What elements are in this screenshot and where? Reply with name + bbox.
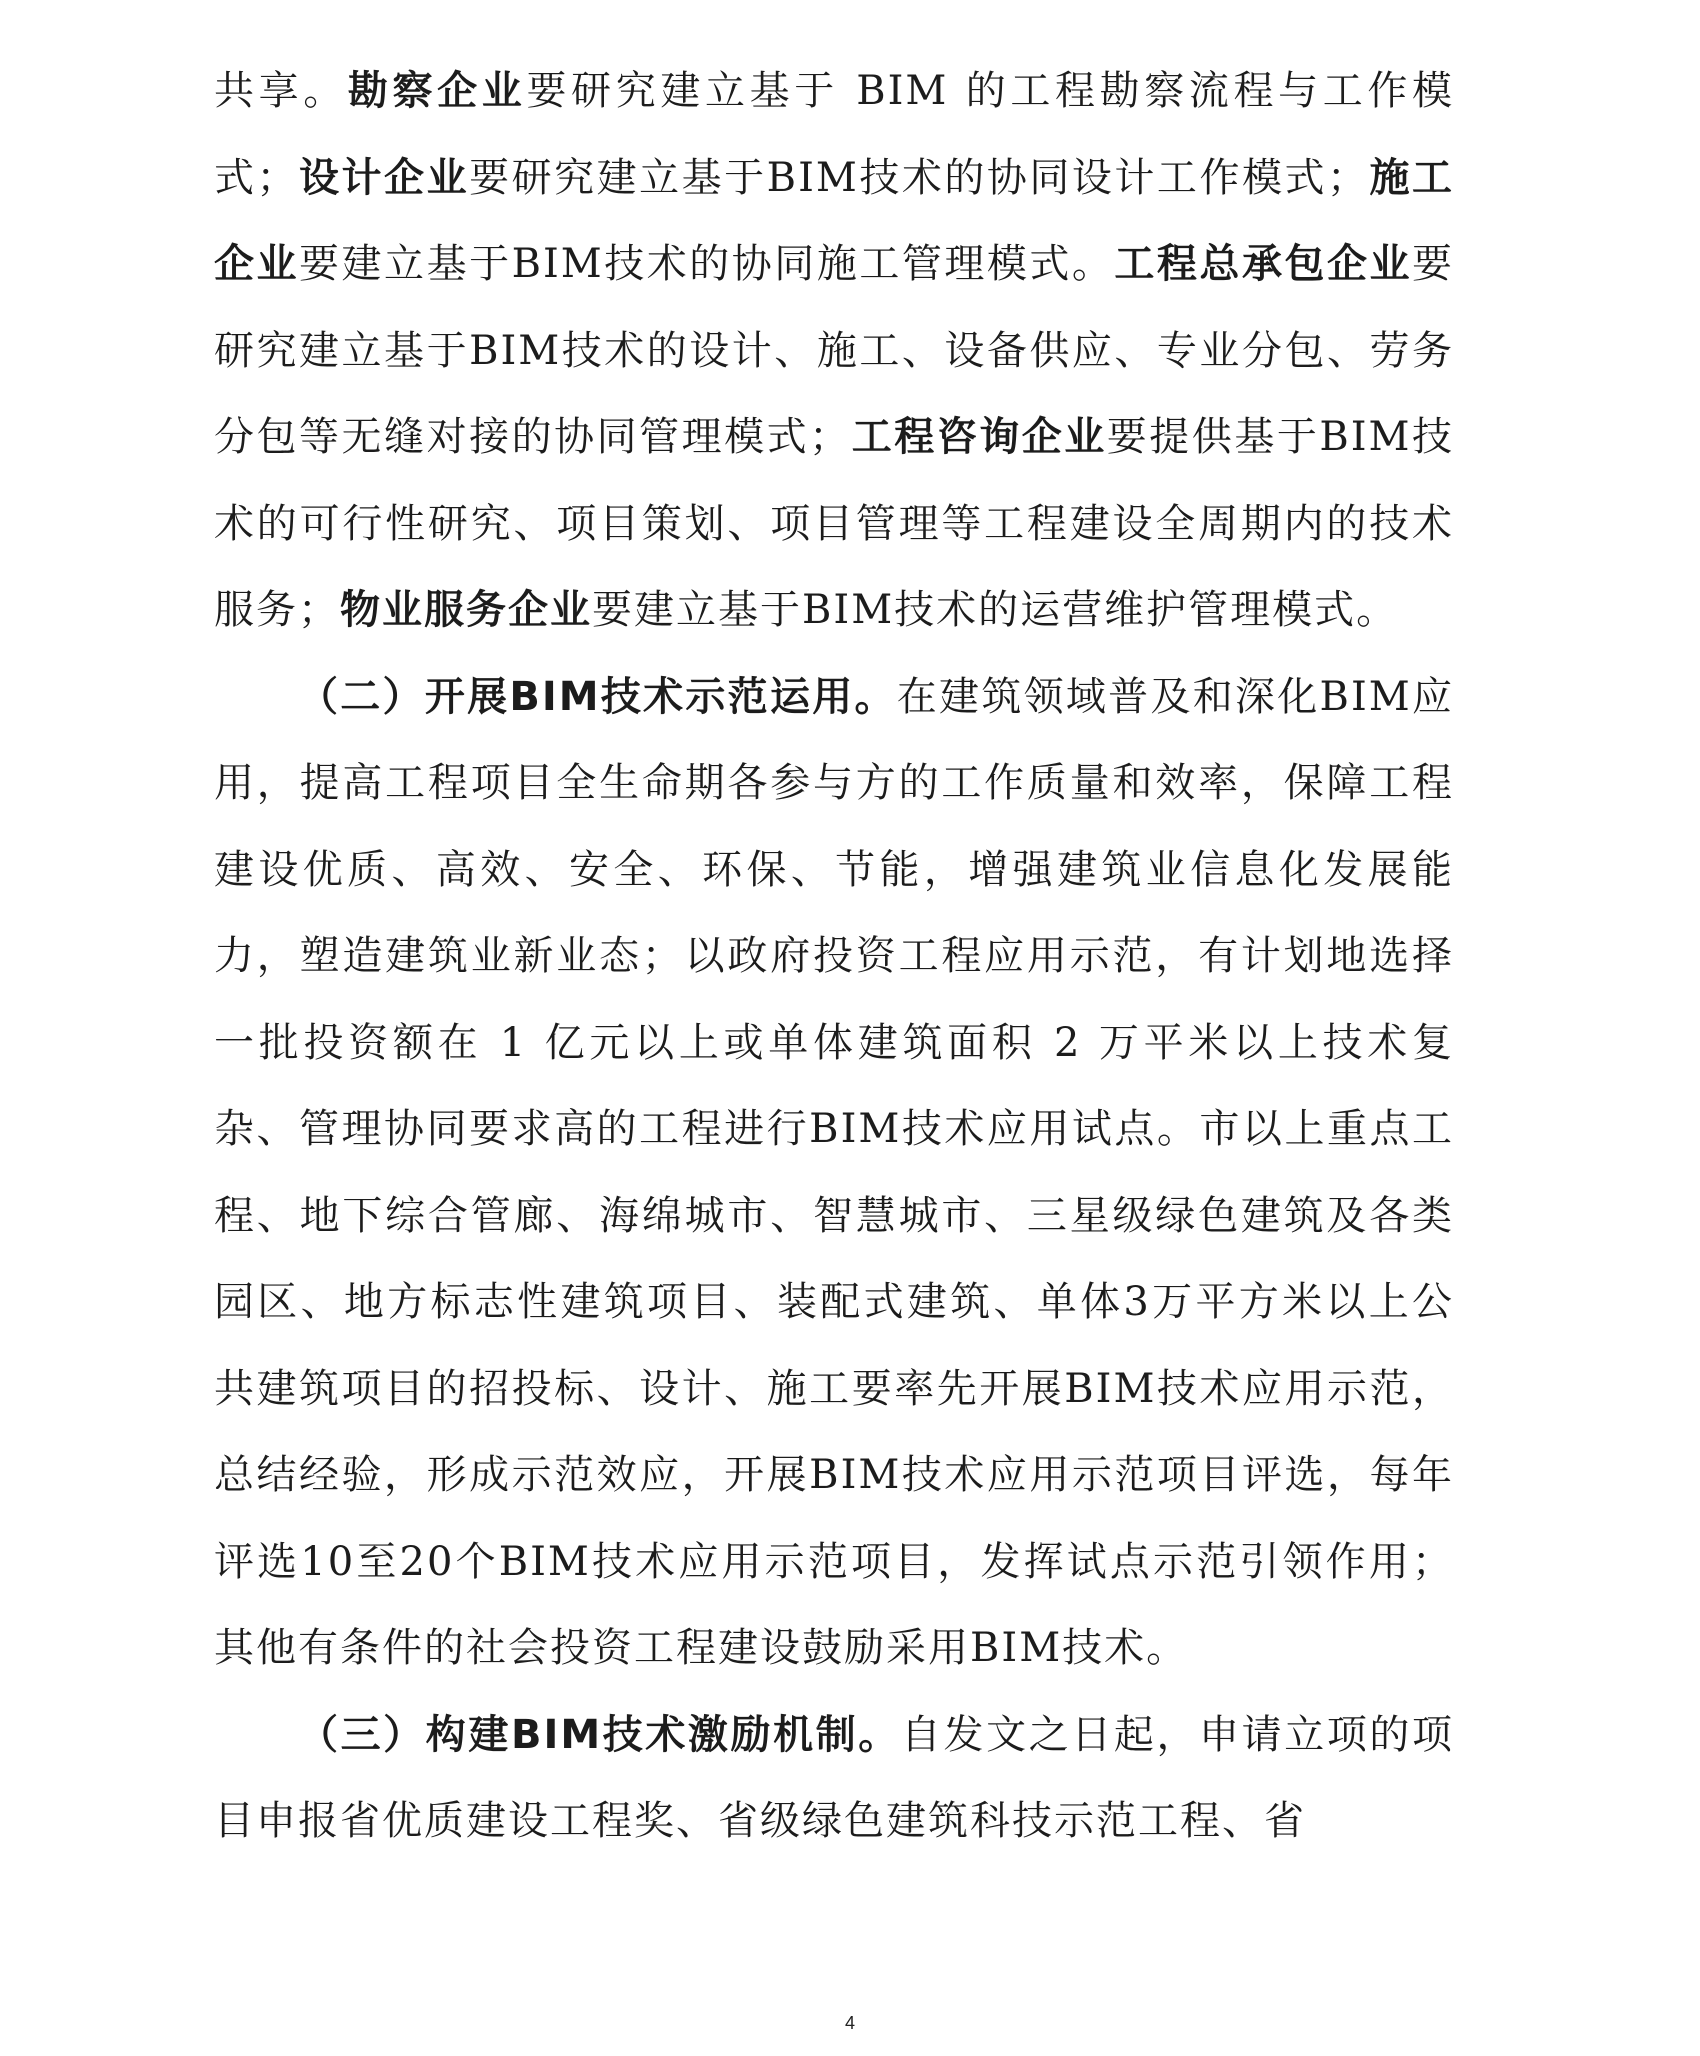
text-segment: 自发文之日起，申请立项的项目申报省优质建设工程奖、省级绿色建筑科技示范工程、省: [214, 1711, 1455, 1844]
section-heading-2: （二）开展BIM技术示范运用。: [298, 673, 897, 720]
bold-term-property-enterprise: 物业服务企业: [340, 587, 592, 633]
bold-term-survey-enterprise: 勘察企业: [347, 68, 527, 114]
text-segment: 要建立基于BIM技术的协同施工管理模式。: [299, 241, 1115, 287]
text-segment: 要研究建立基于BIM技术的协同设计工作模式；: [469, 154, 1369, 201]
text-segment: 要研究建立基于BIM技术的设计、施工、设备供应、专业分包、劳务分包等无缝对接的协同管理模式；: [214, 241, 1455, 460]
paragraph-bim-demonstration: [214, 654, 1454, 1692]
bold-term-epc-enterprise: 工程总承包企业: [1114, 241, 1413, 287]
page-number: 4: [844, 2013, 855, 2033]
paragraph-bim-incentives: [214, 1692, 1454, 1865]
text-segment: 要提供基于BIM技术的可行性研究、项目策划、项目管理等工程建设全周期内的技术服务；: [214, 414, 1455, 633]
paragraph-enterprise-modes: [214, 48, 1454, 654]
bold-term-consulting-enterprise: 工程咨询企业: [851, 414, 1107, 460]
text-segment: 要研究建立基于 BIM 的工程勘察流程与工作模式；: [214, 68, 1455, 201]
document-body: [214, 48, 1454, 1865]
section-heading-3: （三）构建BIM技术激励机制。: [298, 1711, 901, 1758]
bold-term-construction-enterprise: 施工企业: [214, 154, 1455, 287]
text-segment: 共享。: [214, 68, 348, 114]
text-segment: 在建筑领域普及和深化BIM应用，提高工程项目全生命期各参与方的工作质量和效率，保障工程建设优质、高效、安全、环保、节能，增强建筑业信息化发展能力，塑造建筑业新业态；以政府投资工程应用示范，有计划地选择一批投资额在 1 亿元以上或单体建筑面积 2 万平米以上技术复杂、管理协同要求高的工程进行BIM技术应用试点。市以上重点工程、地下综合管廊、海绵城市、智慧城市、三星级绿色建筑及各类园区、地方标志性建筑项目、装配式建筑、单体3万平方米以上公共建筑项目的招投标、设计、施工要率先开展BIM技术应用示范，总结经验，形成示范效应，开展BIM技术应用示范项目评选，每年评选10至20个BIM技术应用示范项目，发挥试点示范引领作用；其他有条件的社会投资工程建设鼓励采用BIM技术。: [214, 673, 1454, 1671]
bold-term-design-enterprise: 设计企业: [298, 154, 470, 201]
text-segment: 要建立基于BIM技术的运营维护管理模式。: [592, 587, 1399, 633]
